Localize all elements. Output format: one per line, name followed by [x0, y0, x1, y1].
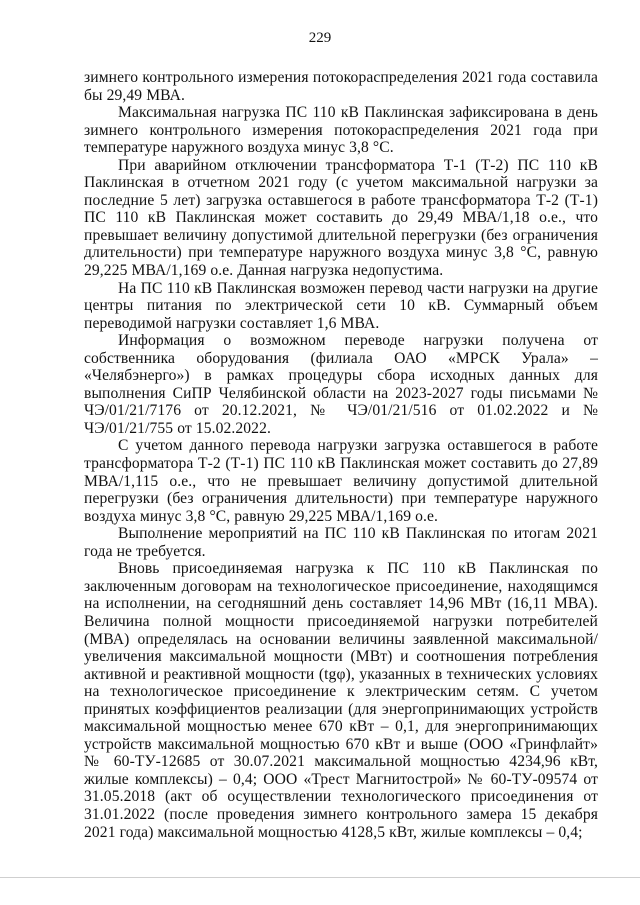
page-bottom-divider — [0, 877, 640, 878]
paragraph-max-load: Максимальная нагрузка ПС 110 кВ Паклинская зафиксирована в день зимнего контрольного измерения потокораспределения 2021 года при температуре наружного воздуха минус 3,8 °С. — [84, 104, 598, 157]
document-body — [84, 69, 598, 841]
paragraph-new-load: Вновь присоединяемая нагрузка к ПС 110 кВ Паклинская по заключенным договорам на технологическое присоединение, находящимся на исполнении, на сегодняшний день составляет 14,96 МВт (16,11 МВА). Величина полной мощности присоединяемой нагрузки потребителей (МВА) определялась на основании величины заявленной максимальной/увеличения максимальной мощности (МВт) и соотношения потребления активной и реактивной мощности (tgφ), указанных в технических условиях на технологическое присоединение к электрическим сетям. С учетом принятых коэффициентов реализации (для энергопринимающих устройств максимальной мощностью менее 670 кВт – 0,1, для энергопринимающих устройств максимальной мощностью 670 кВт и выше (ООО «Гринфлайт» № 60-ТУ-12685 от 30.07.2021 максимальной мощностью 4234,96 кВт, жилые комплексы) – 0,4; ООО «Трест Магнитострой» № 60-ТУ-09574 от 31.05.2018 (акт об осуществлении технологического присоединения от 31.01.2022 (после проведения зимнего контрольного замера 15 декабря 2021 года) максимальной мощностью 4128,5 кВт, жилые комплексы – 0,4; — [84, 560, 598, 841]
paragraph-measures: Выполнение мероприятий на ПС 110 кВ Паклинская по итогам 2021 года не требуется. — [84, 525, 598, 560]
paragraph-load-transfer: На ПС 110 кВ Паклинская возможен перевод части нагрузки на другие центры питания по электрической сети 10 кВ. Суммарный объем переводимой нагрузки составляет 1,6 МВА. — [84, 279, 598, 332]
page-number: 229 — [308, 30, 332, 46]
paragraph-transfer-info: Информация о возможном переводе нагрузки получена от собственника оборудования (филиала ОАО «МРСК Урала» – «Челябэнерго») в рамках процедуры сбора исходных данных для выполнения СиПР Челябинской области на 2023-2027 годы письмами № ЧЭ/01/21/7176 от 20.12.2021, № ЧЭ/01/21/516 от 01.02.2022 и № ЧЭ/01/21/755 от 15.02.2022. — [84, 332, 598, 437]
paragraph-after-transfer: С учетом данного перевода нагрузки загрузка оставшегося в работе трансформатора Т-2 (Т-1) ПС 110 кВ Паклинская может составить до 27,89 МВА/1,115 о.е., что не превышает величину допустимой длительной перегрузки (без ограничения длительности) при температуре наружного воздуха минус 3,8 °С, равную 29,225 МВА/1,169 о.е. — [84, 437, 598, 525]
paragraph-emergency-shutdown: При аварийном отключении трансформатора Т-1 (Т-2) ПС 110 кВ Паклинская в отчетном 2021 году (с учетом максимальной нагрузки за последние 5 лет) загрузка оставшегося в работе трансформатора Т-2 (Т-1) ПС 110 кВ Паклинская может составить до 29,49 МВА/1,18 о.е., что превышает величину допустимой длительной перегрузки (без ограничения длительности) при температуре наружного воздуха минус 3,8 °С, равную 29,225 МВА/1,169 о.е. Данная нагрузка недопустима. — [84, 156, 598, 280]
paragraph-continued: зимнего контрольного измерения потокораспределения 2021 года составила бы 29,49 МВА. — [84, 69, 598, 104]
